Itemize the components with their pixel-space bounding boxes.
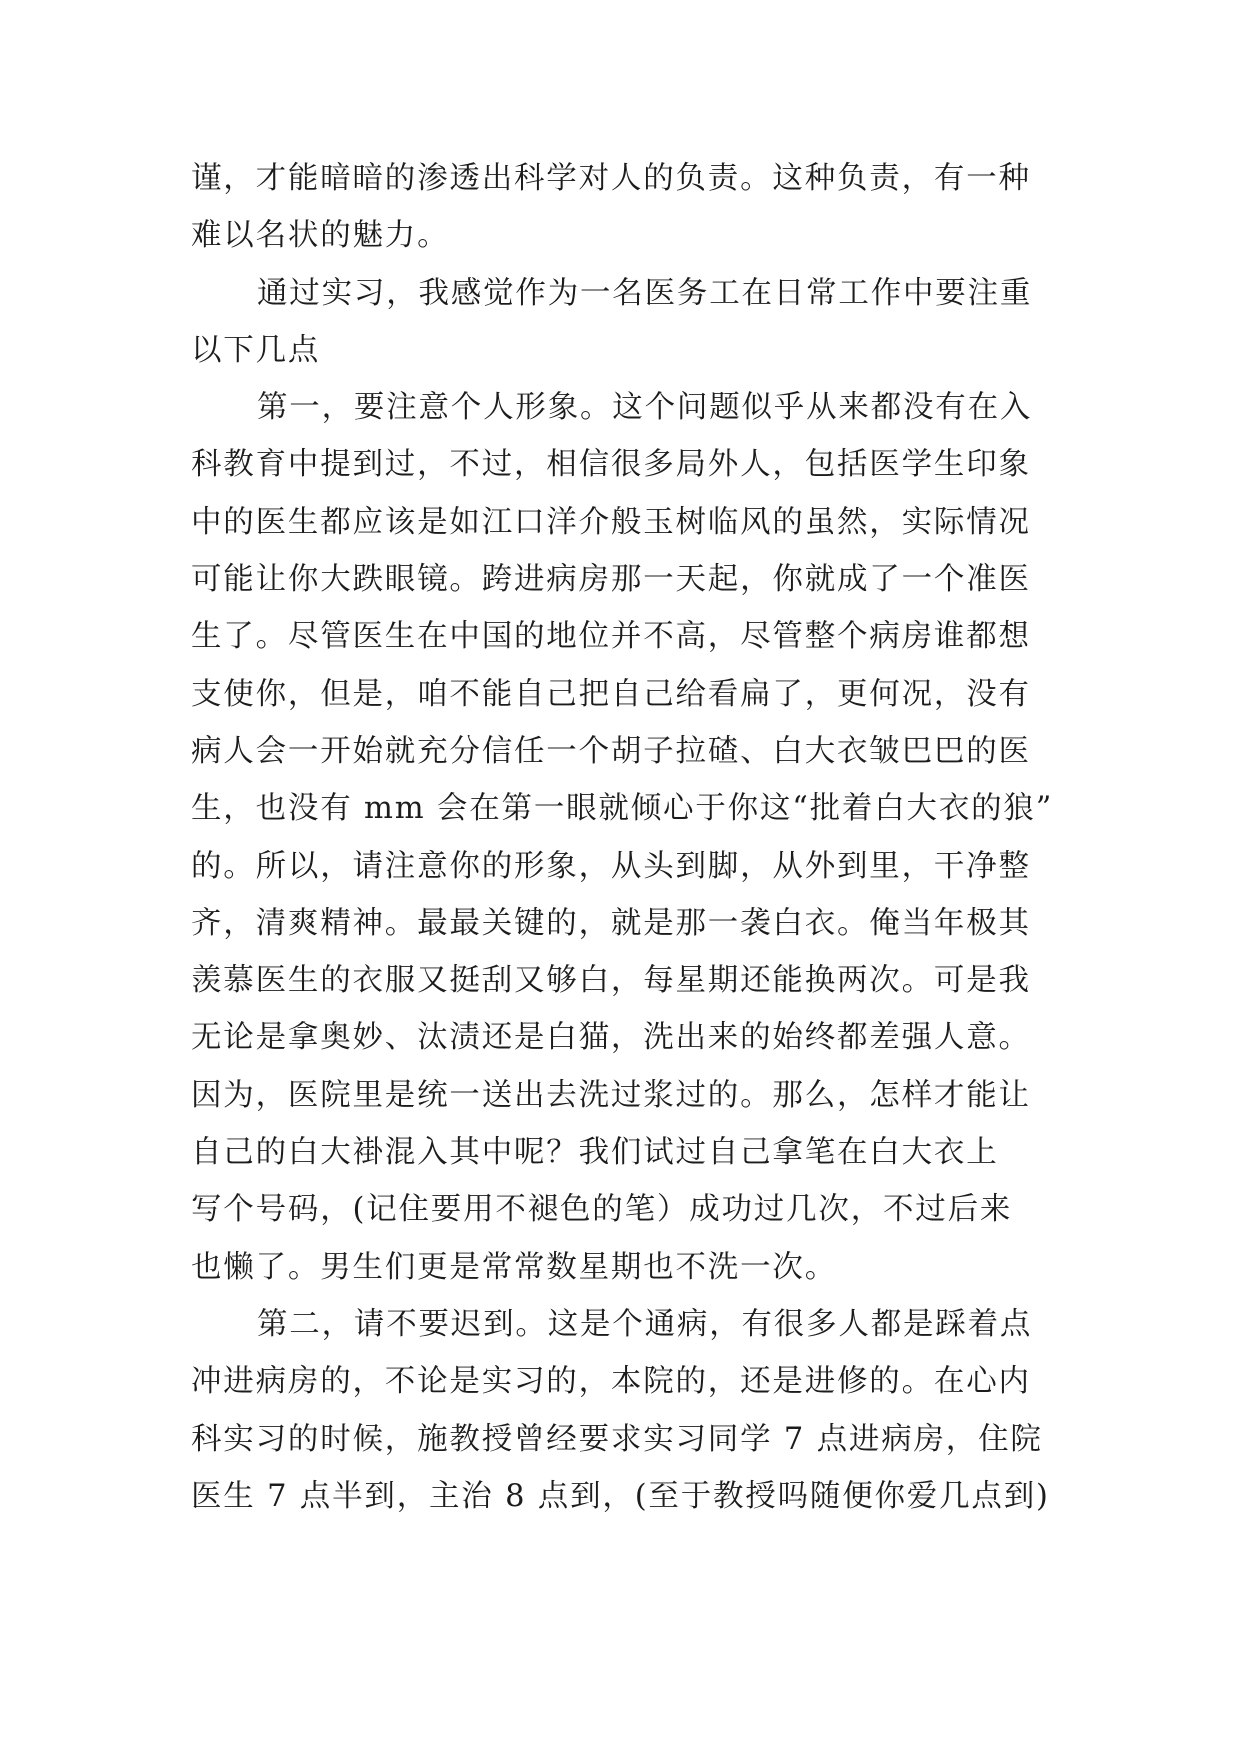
text-line: 冲进病房的，不论是实习的，本院的，还是进修的。在心内 [191,1364,1031,1400]
text-line: 写个号码，(记住要用不褪色的笔）成功过几次，不过后来 [191,1192,1013,1228]
text-line: 支使你，但是，咱不能自己把自己给看扁了，更何况，没有 [191,676,1031,712]
text-line: 可能让你大跌眼镜。跨进病房那一天起，你就成了一个准医 [191,562,1031,598]
text-line: 的。所以，请注意你的形象，从头到脚，从外到里，干净整 [191,848,1031,884]
text-line: 自己的白大褂混入其中呢？我们试过自己拿笔在白大衣上 [191,1135,999,1171]
text-line: 生，也没有 mm 会在第一眼就倾心于你这“批着白大衣的狼” [191,791,1054,827]
text-line: 医生 7 点半到，主治 8 点到，(至于教授吗随便你爱几点到) [191,1478,1050,1514]
text-line: 也懒了。男生们更是常常数星期也不洗一次。 [191,1249,837,1285]
paragraph-start-line: 通过实习，我感觉作为一名医务工在日常工作中要注重 [257,275,1033,311]
text-line: 齐，清爽精神。最最关键的，就是那一袭白衣。俺当年极其 [191,905,1031,941]
text-line: 因为，医院里是统一送出去洗过浆过的。那么，怎样才能让 [191,1077,1031,1113]
paragraph-start-line: 第一，要注意个人形象。这个问题似乎从来都没有在入 [257,390,1033,426]
text-line: 难以名状的魅力。 [191,218,450,254]
text-line: 羡慕医生的衣服又挺刮又够白，每星期还能换两次。可是我 [191,963,1031,999]
text-line: 以下几点 [191,332,321,368]
text-line: 谨，才能暗暗的渗透出科学对人的负责。这种负责，有一种 [191,161,1031,196]
text-line: 科教育中提到过，不过，相信很多局外人，包括医学生印象 [191,447,1031,483]
text-line: 中的医生都应该是如江口洋介般玉树临风的虽然，实际情况 [191,504,1031,540]
text-line: 无论是拿奥妙、汰渍还是白猫，洗出来的始终都差强人意。 [191,1020,1031,1056]
paragraph-start-line: 第二，请不要迟到。这是个通病，有很多人都是踩着点 [257,1306,1033,1342]
text-line: 科实习的时候，施教授曾经要求实习同学 7 点进病房，住院 [191,1421,1043,1457]
text-line: 生了。尽管医生在中国的地位并不高，尽管整个病房谁都想 [191,619,1031,655]
body-text [191,150,1053,1525]
text-line: 病人会一开始就充分信任一个胡子拉碴、白大衣皱巴巴的医 [191,733,1031,769]
